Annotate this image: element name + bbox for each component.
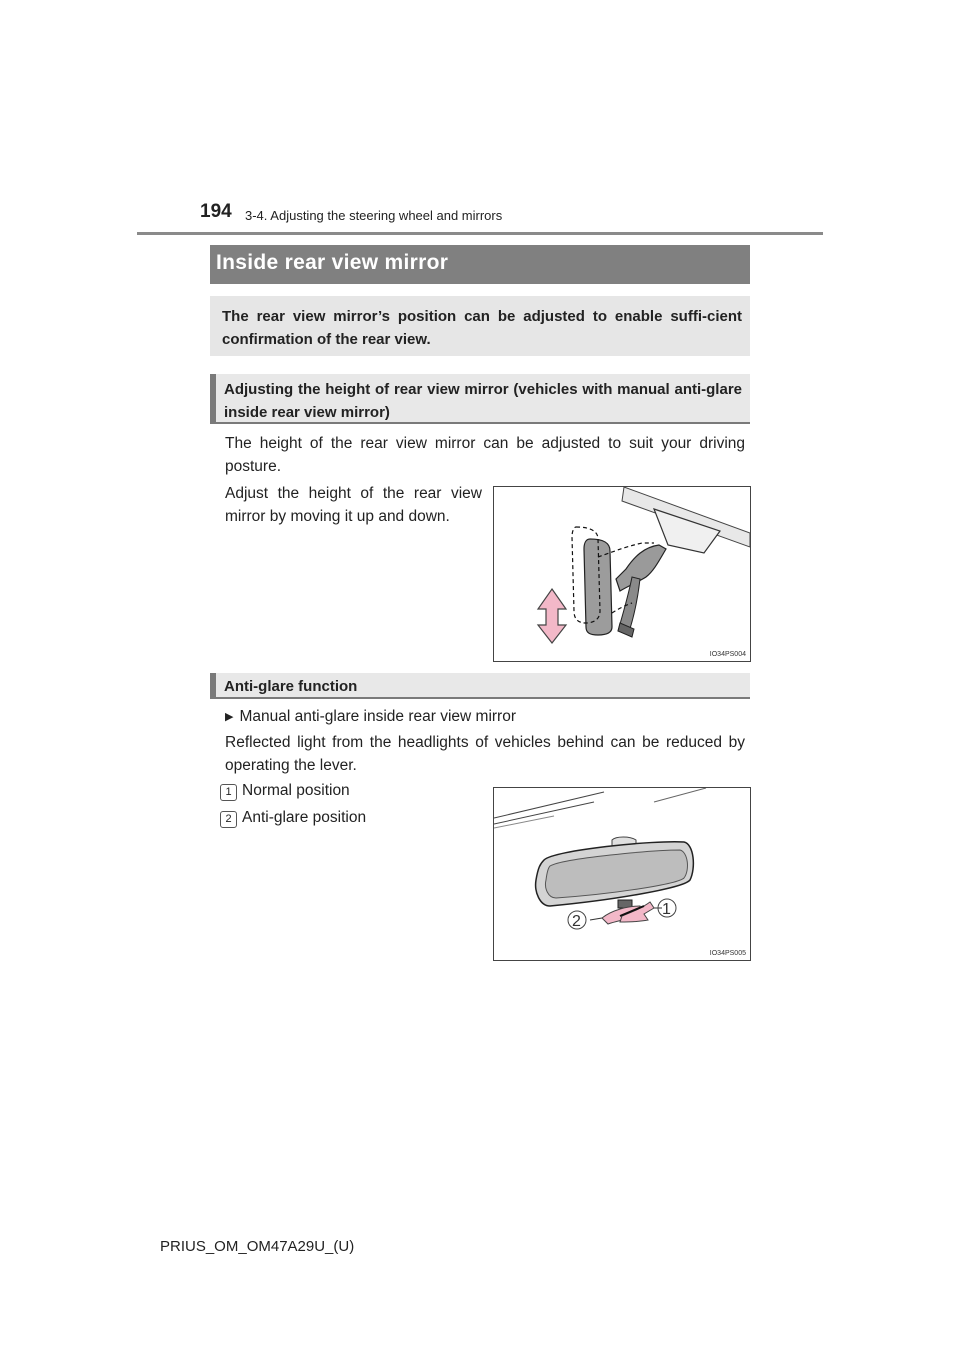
- subheading-antiglare-text: Anti-glare function: [224, 678, 358, 695]
- antiglare-paragraph: Reflected light from the headlights of vehicles behind can be reduced by operating the lever.: [225, 734, 745, 774]
- intro-text: The rear view mirror’s position can be adjusted to enable suffi-cient confirmation of the rear view.: [222, 308, 742, 348]
- subheading-height: [210, 374, 750, 424]
- height-paragraph-2: Adjust the height of the rear view mirror by moving it up and down.: [225, 485, 482, 525]
- figure-antiglare-lever: [493, 787, 751, 961]
- triangle-bullet-icon: ▶: [225, 711, 234, 723]
- subheading-accent: [210, 374, 216, 422]
- page-title-bar: [210, 245, 750, 284]
- mirror-height-illustration: [494, 487, 750, 661]
- figure-mirror-height: [493, 486, 751, 662]
- svg-text:2: 2: [572, 913, 581, 930]
- intro-box: [210, 296, 750, 356]
- section-title: 3-4. Adjusting the steering wheel and mirrors: [245, 208, 503, 223]
- footer-doc-code: PRIUS_OM_OM47A29U_(U): [160, 1238, 355, 1255]
- svg-text:1: 1: [662, 901, 671, 918]
- height-paragraph-1: The height of the rear view mirror can be adjusted to suit your driving posture.: [225, 435, 745, 475]
- antiglare-mirror-illustration: [494, 788, 750, 960]
- subheading-height-text: Adjusting the height of rear view mirror (vehicles with manual anti-glare inside rear view mirror): [224, 381, 742, 421]
- numbered-item-label: Anti-glare position: [242, 809, 367, 826]
- page-number: 194: [200, 201, 232, 222]
- subheading-antiglare: [210, 673, 750, 699]
- number-badge: 1: [220, 784, 237, 801]
- subheading-accent: [210, 673, 216, 697]
- number-badge: 2: [220, 811, 237, 828]
- numbered-item-label: Normal position: [242, 782, 350, 799]
- bullet-item: [225, 705, 516, 729]
- figure-code: IO34PS004: [709, 651, 746, 658]
- header-divider: [137, 232, 823, 235]
- page-title: Inside rear view mirror: [216, 251, 449, 274]
- figure-code: IO34PS005: [709, 950, 746, 957]
- bullet-text: Manual anti-glare inside rear view mirror: [239, 708, 516, 725]
